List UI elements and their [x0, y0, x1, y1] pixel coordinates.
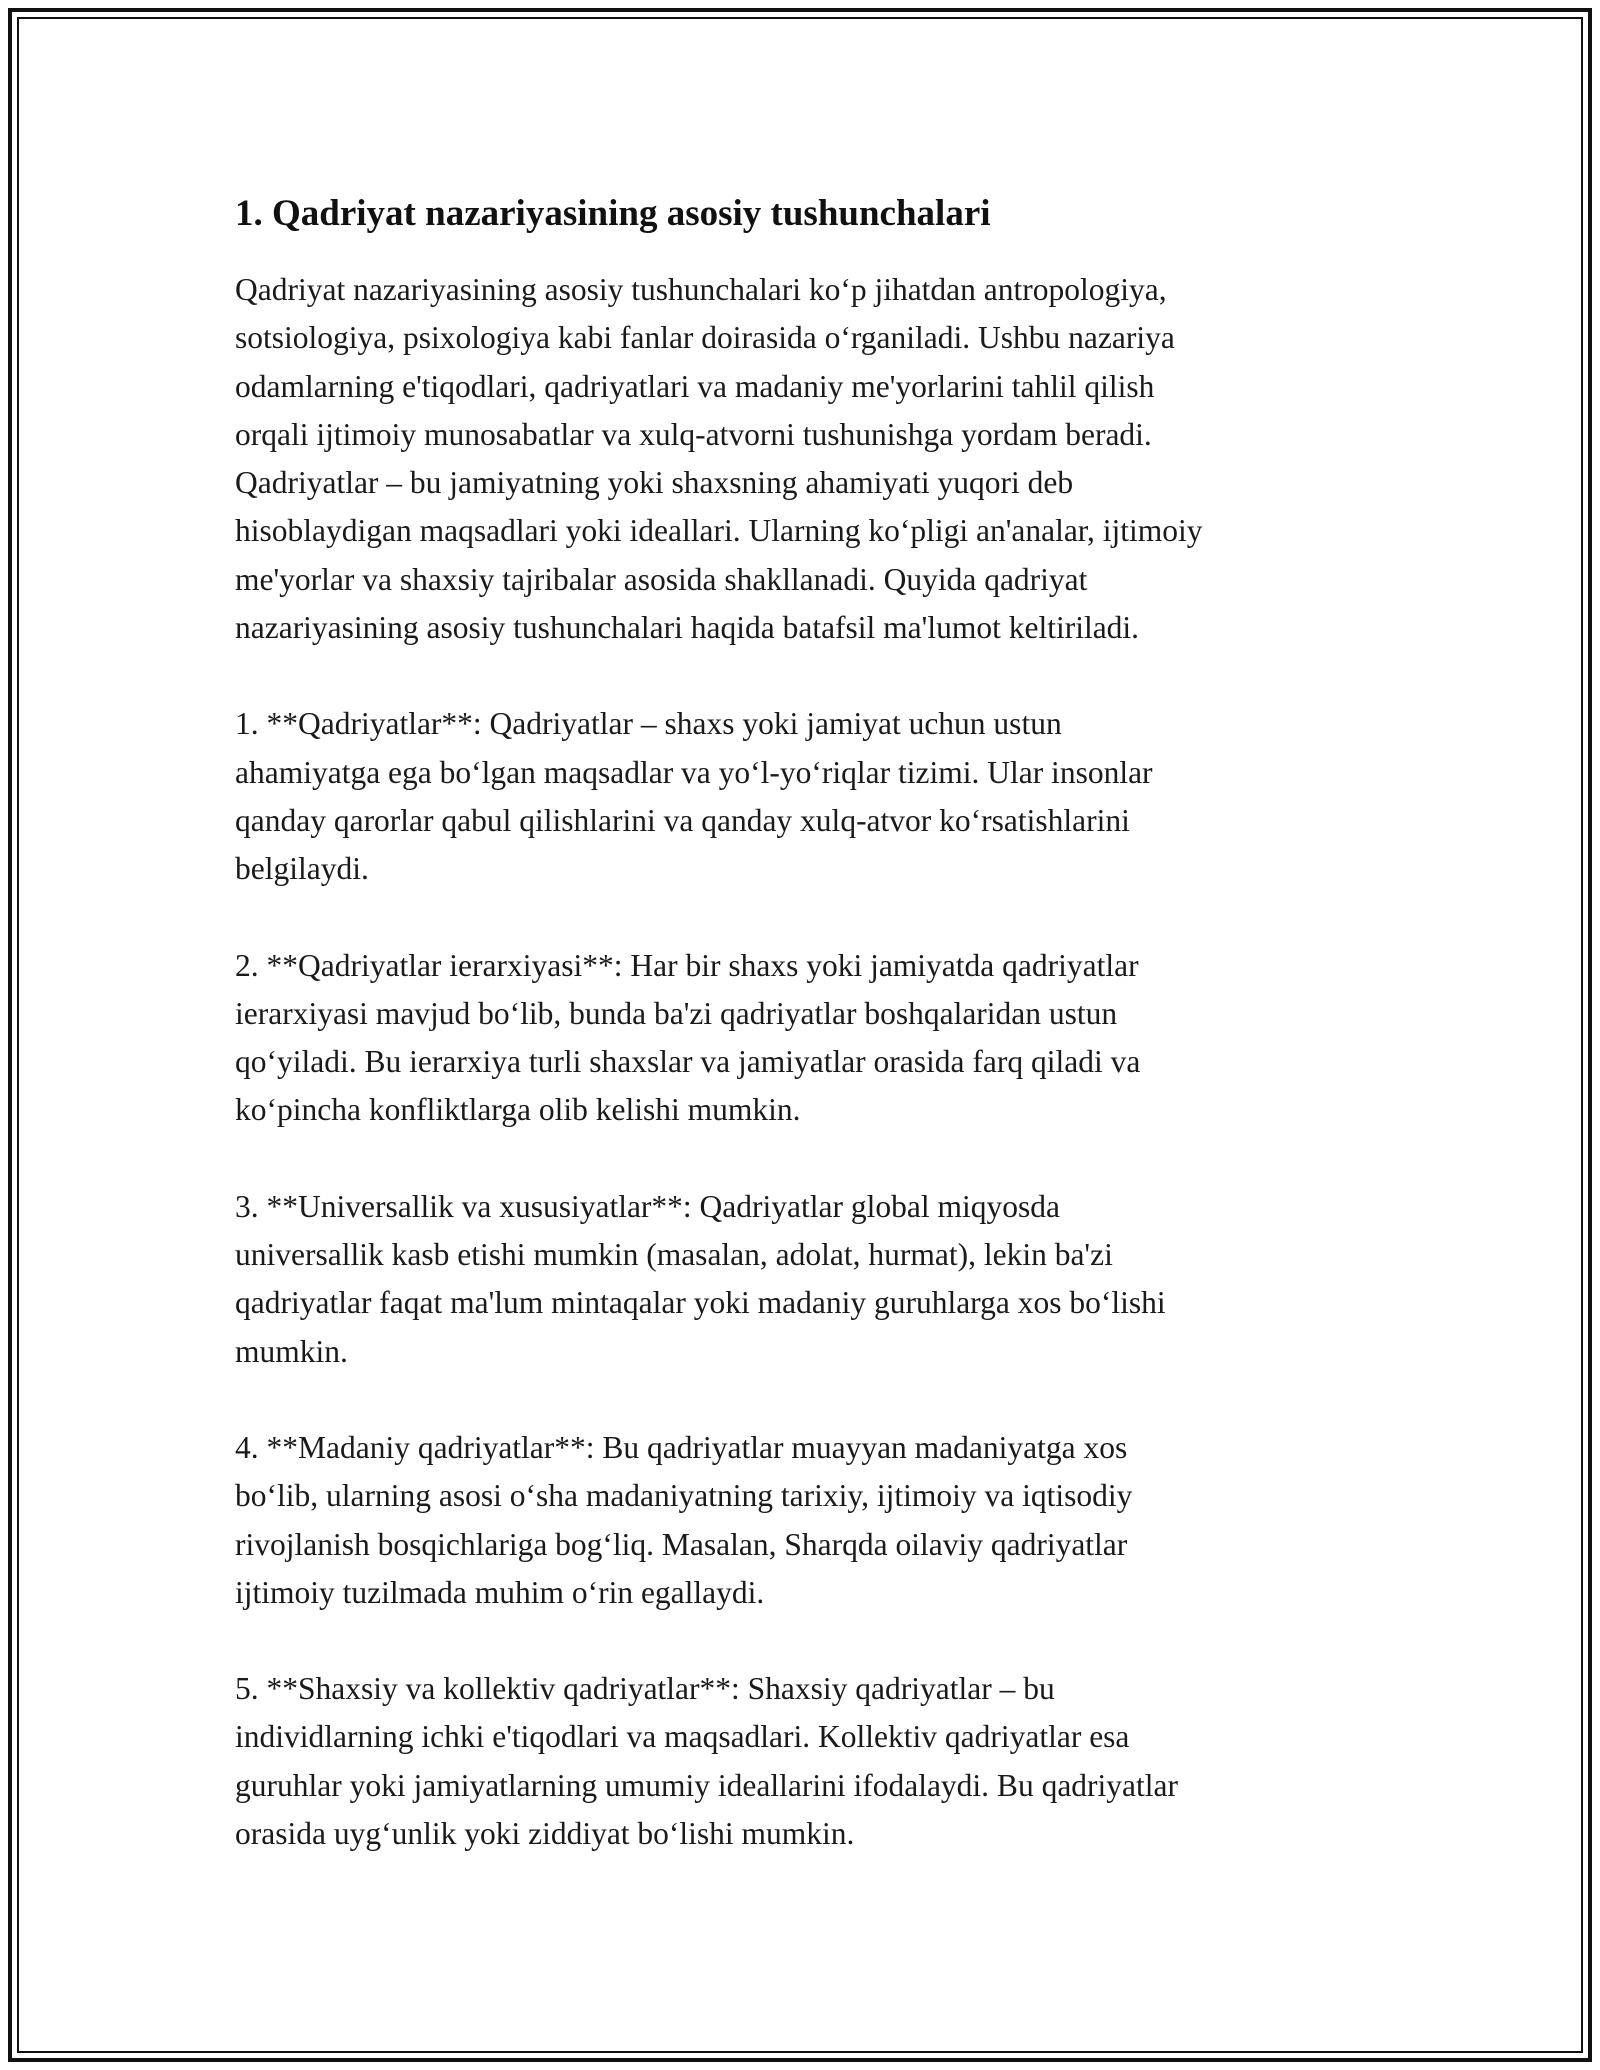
text-line: universallik kasb etishi mumkin (masalan, adolat, hurmat), lekin ba'zi	[235, 1237, 1113, 1273]
text-line: hisoblaydigan maqsadlari yoki ideallari. Ularning ko‘pligi an'analar, ijtimoiy	[235, 513, 1203, 549]
text-line: rivojlanish bosqichlariga bog‘liq. Masalan, Sharqda oilaviy qadriyatlar	[235, 1526, 1128, 1562]
section-heading: 1. Qadriyat nazariyasining asosiy tushunchalari	[235, 193, 991, 234]
list-item-paragraph	[235, 942, 1385, 1135]
text-line: ijtimoiy tuzilmada muhim o‘rin egallaydi.	[235, 1574, 765, 1610]
text-line: bo‘lib, ularning asosi o‘sha madaniyatning tarixiy, ijtimoiy va iqtisodiy	[235, 1478, 1133, 1514]
text-line: me'yorlar va shaxsiy tajribalar asosida shakllanadi. Quyida qadriyat	[235, 561, 1088, 597]
list-item-paragraph	[235, 1424, 1385, 1617]
text-line: 4. **Madaniy qadriyatlar**: Bu qadriyatlar muayyan madaniyatga xos	[235, 1429, 1128, 1465]
list-item-paragraph	[235, 700, 1385, 893]
text-line: orasida uyg‘unlik yoki ziddiyat bo‘lishi mumkin.	[235, 1816, 855, 1852]
text-line: ahamiyatga ega bo‘lgan maqsadlar va yo‘l-yo‘riqlar tizimi. Ular insonlar	[235, 754, 1153, 790]
text-line: belgilaydi.	[235, 851, 369, 887]
document-body	[235, 188, 1385, 1906]
text-line: qanday qarorlar qabul qilishlarini va qanday xulq-atvor ko‘rsatishlarini	[235, 802, 1130, 838]
text-line: 5. **Shaxsiy va kollektiv qadriyatlar**: Shaxsiy qadriyatlar – bu	[235, 1671, 1055, 1707]
text-line: mumkin.	[235, 1333, 348, 1369]
text-line: sotsiologiya, psixologiya kabi fanlar doirasida o‘rganiladi. Ushbu nazariya	[235, 320, 1175, 356]
text-line: qo‘yiladi. Bu ierarxiya turli shaxslar va jamiyatlar orasida farq qiladi va	[235, 1044, 1141, 1080]
text-line: 3. **Universallik va xususiyatlar**: Qadriyatlar global miqyosda	[235, 1188, 1060, 1224]
text-line: ko‘pincha konfliktlarga olib kelishi mumkin.	[235, 1092, 801, 1128]
text-line: qadriyatlar faqat ma'lum mintaqalar yoki madaniy guruhlarga xos bo‘lishi	[235, 1285, 1166, 1321]
list-item-paragraph	[235, 1665, 1385, 1858]
text-line: 2. **Qadriyatlar ierarxiyasi**: Har bir shaxs yoki jamiyatda qadriyatlar	[235, 947, 1139, 983]
text-line: Qadriyat nazariyasining asosiy tushunchalari ko‘p jihatdan antropologiya,	[235, 272, 1167, 307]
text-line: individlarning ichki e'tiqodlari va maqsadlari. Kollektiv qadriyatlar esa	[235, 1719, 1130, 1755]
text-line: nazariyasining asosiy tushunchalari haqida batafsil ma'lumot keltiriladi.	[235, 610, 1140, 646]
text-line: orqali ijtimoiy munosabatlar va xulq-atvorni tushunishga yordam beradi.	[235, 416, 1152, 452]
text-line: Qadriyatlar – bu jamiyatning yoki shaxsning ahamiyati yuqori deb	[235, 465, 1074, 501]
text-line: odamlarning e'tiqodlari, qadriyatlari va madaniy me'yorlarini tahlil qilish	[235, 368, 1155, 404]
text-line: ierarxiyasi mavjud bo‘lib, bunda ba'zi qadriyatlar boshqalaridan ustun	[235, 995, 1118, 1031]
text-line: 1. **Qadriyatlar**: Qadriyatlar – shaxs yoki jamiyat uchun ustun	[235, 706, 1062, 742]
list-item-paragraph	[235, 1183, 1385, 1376]
intro-paragraph	[235, 266, 1385, 652]
text-line: guruhlar yoki jamiyatlarning umumiy ideallarini ifodalaydi. Bu qadriyatlar	[235, 1767, 1179, 1803]
